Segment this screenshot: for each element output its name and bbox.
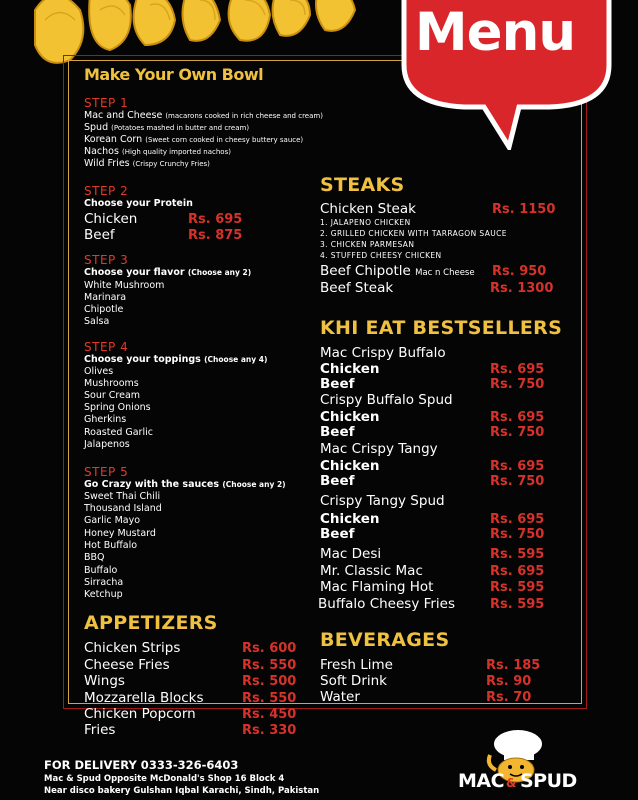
beverage-price: Rs. 70 xyxy=(486,690,532,705)
delivery-phone: FOR DELIVERY 0333-326-6403 xyxy=(44,758,239,772)
sauce-item: Thousand Island xyxy=(84,503,162,514)
topping-item: Gherkins xyxy=(84,414,127,425)
sauce-item: Sirracha xyxy=(84,577,124,588)
appetizer-item: Chicken Popcorn xyxy=(84,706,196,722)
bestseller-beef: Beef xyxy=(320,376,355,392)
bestseller-single: Mac Desi xyxy=(320,546,382,562)
bestseller-beef-price: Rs. 750 xyxy=(490,425,545,440)
menu-badge: Menu xyxy=(414,2,576,63)
bestseller-chicken-price: Rs. 695 xyxy=(490,459,545,474)
step-5-label: STEP 5 xyxy=(84,465,129,479)
bestseller-chicken: Chicken xyxy=(320,511,380,527)
beverage-item: Water xyxy=(320,689,360,705)
beverages-heading: BEVERAGES xyxy=(320,629,450,651)
flavor-item: Salsa xyxy=(84,316,110,327)
steak-option: 4. STUFFED CHEESY CHICKEN xyxy=(320,251,442,260)
bestseller-name: Mac Crispy Buffalo xyxy=(320,345,446,361)
bestseller-single-price: Rs. 595 xyxy=(490,597,545,612)
step1-item: Wild Fries (Crispy Crunchy Fries) xyxy=(84,158,210,169)
bestseller-single: Mac Flaming Hot xyxy=(320,579,434,595)
appetizer-price: Rs. 600 xyxy=(242,641,297,656)
topping-item: Mushrooms xyxy=(84,378,139,389)
bestseller-single-price: Rs. 595 xyxy=(490,547,545,562)
protein-chicken: Chicken xyxy=(84,211,138,227)
protein-chicken-price: Rs. 695 xyxy=(188,212,243,227)
address-line-1: Mac & Spud Opposite McDonald's Shop 16 Block 4 xyxy=(44,774,285,784)
steak-option: 3. CHICKEN PARMESAN xyxy=(320,240,415,249)
beverage-item: Fresh Lime xyxy=(320,657,393,673)
flavor-item: White Mushroom xyxy=(84,280,165,291)
appetizer-price: Rs. 500 xyxy=(242,674,297,689)
step-1-label: STEP 1 xyxy=(84,96,129,110)
sauce-item: Ketchup xyxy=(84,589,123,600)
sauce-item: Honey Mustard xyxy=(84,528,156,539)
flavor-item: Marinara xyxy=(84,292,127,303)
beverage-item: Soft Drink xyxy=(320,673,387,689)
steak-option: 2. GRILLED CHICKEN WITH TARRAGON SAUCE xyxy=(320,229,507,238)
beef-steak-price: Rs. 1300 xyxy=(490,281,554,296)
bestseller-beef-price: Rs. 750 xyxy=(490,527,545,542)
appetizer-price: Rs. 550 xyxy=(242,691,297,706)
bestseller-beef-price: Rs. 750 xyxy=(490,474,545,489)
step-3-label: STEP 3 xyxy=(84,253,129,267)
bestseller-single-price: Rs. 595 xyxy=(490,580,545,595)
bestseller-chicken-price: Rs. 695 xyxy=(490,512,545,527)
topping-item: Olives xyxy=(84,366,114,377)
bestseller-chicken-price: Rs. 695 xyxy=(490,362,545,377)
logo-spud: SPUD xyxy=(520,770,577,792)
sauce-item: BBQ xyxy=(84,552,105,563)
step-4-label: STEP 4 xyxy=(84,340,129,354)
bestseller-beef: Beef xyxy=(320,424,355,440)
appetizer-item: Fries xyxy=(84,722,116,738)
beef-chipotle: Beef Chipotle Mac n Cheese xyxy=(320,263,475,279)
protein-beef: Beef xyxy=(84,227,115,243)
step1-item: Mac and Cheese (macarons cooked in rich cheese and cream) xyxy=(84,110,323,121)
beef-steak: Beef Steak xyxy=(320,280,394,296)
bestseller-beef: Beef xyxy=(320,473,355,489)
chicken-steak-price: Rs. 1150 xyxy=(492,202,556,217)
bestseller-single: Mr. Classic Mac xyxy=(320,563,423,579)
appetizer-item: Mozzarella Blocks xyxy=(84,690,204,706)
beverage-price: Rs. 90 xyxy=(486,674,532,689)
bestseller-chicken: Chicken xyxy=(320,458,380,474)
bestseller-beef: Beef xyxy=(320,526,355,542)
flavor-item: Chipotle xyxy=(84,304,124,315)
chicken-steak: Chicken Steak xyxy=(320,201,416,217)
bestseller-chicken: Chicken xyxy=(320,409,380,425)
step1-item: Spud (Potatoes mashed in butter and cream) xyxy=(84,122,250,133)
steak-option: 1. JALAPENO CHICKEN xyxy=(320,218,411,227)
step1-item: Korean Corn (Sweet corn cooked in cheesy buttery sauce) xyxy=(84,134,304,145)
logo-ampersand: & xyxy=(506,776,517,790)
appetizer-price: Rs. 450 xyxy=(242,707,297,722)
step5-heading: Go Crazy with the sauces (Choose any 2) xyxy=(84,479,286,490)
steaks-heading: STEAKS xyxy=(320,174,405,196)
step1-item: Nachos (High quality imported nachos) xyxy=(84,146,231,157)
bestsellers-heading: KHI EAT BESTSELLERS xyxy=(320,317,563,339)
protein-beef-price: Rs. 875 xyxy=(188,228,243,243)
beverage-price: Rs. 185 xyxy=(486,658,541,673)
sauce-item: Sweet Thai Chili xyxy=(84,491,161,502)
address-line-2: Near disco bakery Gulshan Iqbal Karachi, Sindh, Pakistan xyxy=(44,786,320,796)
step-2-label: STEP 2 xyxy=(84,184,129,198)
appetizer-item: Chicken Strips xyxy=(84,640,181,656)
page-title: Make Your Own Bowl xyxy=(84,65,264,84)
appetizer-item: Wings xyxy=(84,673,125,689)
bestseller-single: Buffalo Cheesy Fries xyxy=(318,596,456,612)
step3-heading: Choose your flavor (Choose any 2) xyxy=(84,267,252,278)
bestseller-name: Crispy Buffalo Spud xyxy=(320,392,453,408)
beef-chipotle-price: Rs. 950 xyxy=(492,264,547,279)
sauce-item: Hot Buffalo xyxy=(84,540,138,551)
step4-heading: Choose your toppings (Choose any 4) xyxy=(84,354,268,365)
sauce-item: Buffalo xyxy=(84,565,118,576)
appetizer-price: Rs. 550 xyxy=(242,658,297,673)
step2-heading: Choose your Protein xyxy=(84,198,193,209)
bestseller-single-price: Rs. 695 xyxy=(490,564,545,579)
topping-item: Spring Onions xyxy=(84,402,151,413)
topping-item: Jalapenos xyxy=(84,439,130,450)
logo-mac: MAC xyxy=(458,770,505,792)
bestseller-name: Crispy Tangy Spud xyxy=(320,493,445,509)
appetizer-price: Rs. 330 xyxy=(242,723,297,738)
bestseller-beef-price: Rs. 750 xyxy=(490,377,545,392)
bestseller-chicken-price: Rs. 695 xyxy=(490,410,545,425)
appetizer-item: Cheese Fries xyxy=(84,657,170,673)
bestseller-chicken: Chicken xyxy=(320,361,380,377)
bestseller-name: Mac Crispy Tangy xyxy=(320,441,438,457)
sauce-item: Garlic Mayo xyxy=(84,515,141,526)
appetizers-heading: APPETIZERS xyxy=(84,612,218,634)
topping-item: Roasted Garlic xyxy=(84,427,153,438)
topping-item: Sour Cream xyxy=(84,390,141,401)
